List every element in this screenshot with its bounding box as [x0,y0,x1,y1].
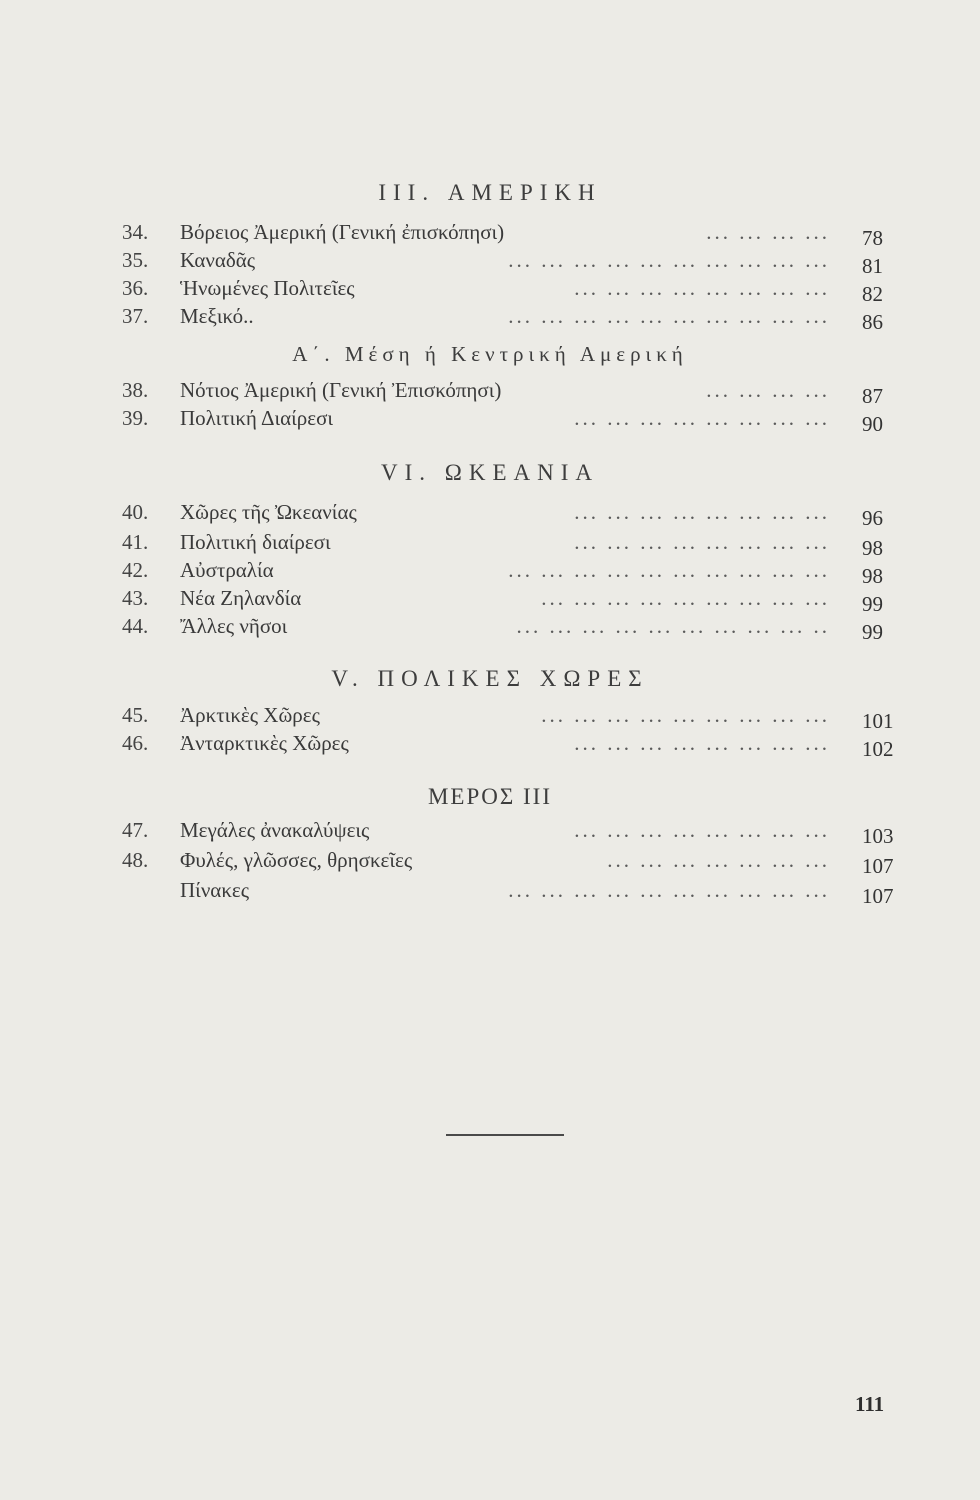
toc-entry [0,586,980,616]
entry-title: Φυλές, γλῶσσες, θρησκεῖες [180,848,413,872]
toc-entry [0,731,980,761]
leader-dots: ... ... ... ... ... ... ... ... ... [541,703,830,727]
toc-entry [0,878,980,908]
entry-page: 82 [862,282,883,306]
entry-title: Μεγάλες ἀνακαλύψεις [180,818,370,842]
entry-title: Βόρειος Ἀμερική (Γενική ἐπισκόπησι) [180,220,505,244]
entry-number: 37. [122,304,149,328]
part-heading: ΜΕΡΟΣ ΙΙΙ [427,784,552,809]
toc-entry [0,304,980,334]
toc-entry [0,558,980,588]
leader-dots: ... ... ... ... ... ... ... ... ... ... [508,878,830,902]
entry-title: Καναδᾶς [180,248,256,272]
entry-page: 102 [862,737,894,761]
leader-dots: ... ... ... ... ... ... ... [607,848,830,872]
leader-dots: ... ... ... ... ... ... ... ... [574,500,830,524]
toc-entry [0,614,980,644]
entry-title: Αὐστραλία [180,558,274,582]
entry-title: Ἀρκτικὲς Χῶρες [180,703,320,727]
toc-entry [0,406,980,436]
toc-entry [0,220,980,250]
subsection-heading: Α΄. Μέση ή Κεντρική Αμερική [292,342,688,366]
entry-number: 43. [122,586,149,610]
toc-entry [0,248,980,278]
entry-page: 98 [862,536,883,560]
entry-number: 34. [122,220,149,244]
leader-dots: ... ... ... ... ... ... ... ... [574,276,830,300]
entry-number: 35. [122,248,149,272]
entry-title: Νέα Ζηλανδία [180,586,302,610]
entry-number: 46. [122,731,149,755]
entry-number: 48. [122,848,149,872]
horizontal-rule [446,1134,564,1136]
leader-dots: ... ... ... ... ... ... ... ... ... ... [508,558,830,582]
page-number: 111 [855,1392,885,1416]
entry-number: 36. [122,276,149,300]
entry-title: Μεξικό.. [180,304,254,328]
leader-dots: ... ... ... ... ... ... ... ... ... [541,586,830,610]
entry-title: Ἡνωμένες Πολιτεῖες [180,276,355,300]
toc-entry [0,703,980,733]
entry-page: 81 [862,254,883,278]
section-heading-america: III. ΑΜΕΡΙΚΗ [378,180,602,205]
leader-dots: ... ... ... ... ... ... ... ... [574,530,830,554]
leader-dots: ... ... ... ... ... ... ... ... [574,731,830,755]
entry-page: 101 [862,709,894,733]
entry-number: 47. [122,818,149,842]
leader-dots: ... ... ... ... [706,220,830,244]
entry-page: 96 [862,506,883,530]
entry-page: 98 [862,564,883,588]
entry-number: 45. [122,703,149,727]
toc-entry [0,500,980,530]
entry-page: 103 [862,824,894,848]
entry-number: 40. [122,500,149,524]
entry-page: 99 [862,592,883,616]
toc-entry [0,276,980,306]
toc-entry [0,530,980,560]
entry-page: 99 [862,620,883,644]
entry-number: 42. [122,558,149,582]
leader-dots: .. ... ... ... ... ... ... ... ... ... [516,614,830,638]
entry-number: 38. [122,378,149,402]
leader-dots: ... ... ... ... ... ... ... ... ... ... [508,248,830,272]
section-heading-oceania: VI. ΩΚΕΑΝΙΑ [380,460,599,485]
entry-title: Ἄλλες νῆσοι [180,614,288,638]
entry-title: Νότιος Ἀμερική (Γενική Ἐπισκόπησι) [180,378,502,402]
leader-dots: ... ... ... ... ... ... ... ... [574,406,830,430]
entry-number: 41. [122,530,149,554]
entry-page: 87 [862,384,883,408]
toc-entry [0,378,980,408]
entry-page: 107 [862,884,894,908]
entry-title: Πολιτική διαίρεσι [180,530,331,554]
entry-page: 90 [862,412,883,436]
entry-number: 44. [122,614,149,638]
entry-page: 86 [862,310,883,334]
leader-dots: ... ... ... ... ... ... ... ... [574,818,830,842]
toc-entry [0,848,980,878]
entry-title: Πίνακες [180,878,250,902]
entry-page: 78 [862,226,883,250]
entry-title: Χῶρες τῆς Ὠκεανίας [180,500,357,524]
toc-entry [0,818,980,848]
section-heading-polar: V. ΠΟΛΙΚΕΣ ΧΩΡΕΣ [331,666,649,691]
entry-number: 39. [122,406,149,430]
entry-page: 107 [862,854,894,878]
leader-dots: ... ... ... ... [706,378,830,402]
leader-dots: ... ... ... ... ... ... ... ... ... ... [508,304,830,328]
entry-title: Πολιτική Διαίρεσι [180,406,334,430]
entry-title: Ἀνταρκτικὲς Χῶρες [180,731,349,755]
